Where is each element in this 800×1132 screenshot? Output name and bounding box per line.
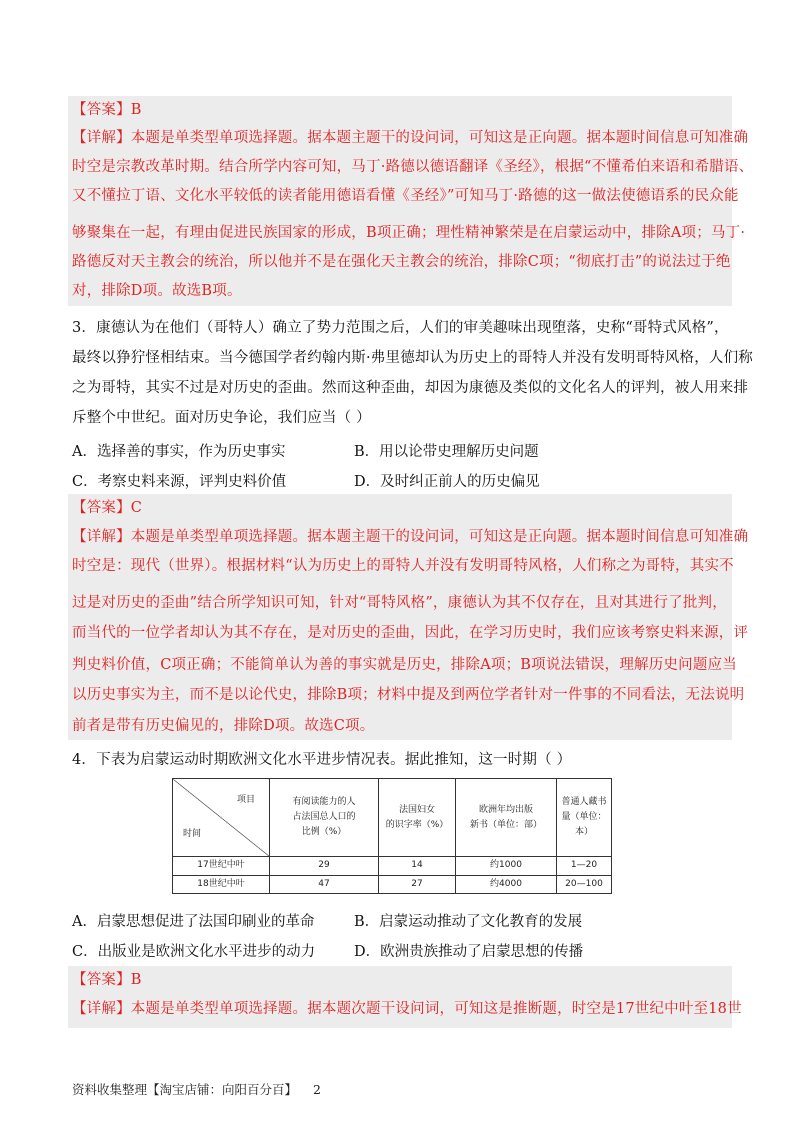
table-cell: 47	[270, 875, 379, 894]
detail-line: 路德反对天主教会的统治，所以他并不是在强化天主教会的统治，排除C项；“彻底打击”的说法过于绝	[72, 254, 731, 270]
table-corner-cell	[173, 779, 270, 857]
footer-source: 资料收集整理【淘宝店铺：向阳百分百】	[72, 1082, 298, 1097]
answer-q3: 【答案】C	[72, 500, 143, 516]
table-header-cell: 欧洲年均出版 新书（单位：部）	[456, 779, 557, 857]
table-cell: 29	[270, 857, 379, 876]
table-cell: 18世纪中叶	[173, 875, 270, 894]
option-b: B．启蒙运动推动了文化教育的发展	[354, 914, 583, 930]
detail-line: 时空是宗教改革时期。结合所学内容可知，马丁·路德以德语翻译《圣经》，根据“不懂希伯来语和希腊语、	[72, 159, 754, 175]
option-d: D．及时纠正前人的历史偏见	[354, 474, 540, 490]
table-row	[173, 875, 612, 894]
corner-label-item: 项目	[236, 795, 255, 805]
detail-line: 又不懂拉丁语、文化水平较低的读者能用德语看懂《圣经》”可知马丁·路德的这一做法使德语系的民众能	[72, 188, 739, 204]
detail-line: 判史料价值，C项正确；不能简单认为善的事实就是历史，排除A项；B项说法错误，理解历史问题应当	[72, 657, 737, 673]
question-3-stem: 之为哥特，其实不过是对历史的歪曲。然而这种歪曲，却因为康德及类似的文化名人的评判，被人用来排	[72, 380, 749, 396]
page-footer	[72, 1080, 321, 1098]
table-row	[173, 857, 612, 876]
detail-line: 对，排除D项。故选B项。	[72, 283, 242, 299]
detail-line: 【详解】本题是单类型单项选择题。据本题主题干的设问词，可知这是正向题。据本题时间信息可知准确	[72, 529, 749, 545]
table-cell: 27	[379, 875, 456, 894]
detail-line: 过是对历史的歪曲”结合所学知识可知，针对“哥特风格”，康德认为其不仅存在，且对其进行了批判，	[72, 595, 727, 611]
detail-line: 以历史事实为主，而不是以论代史，排除B项；材料中提及到两位学者针对一件事的不同看法，无法说明	[72, 687, 745, 703]
detail-line: 【详解】本题是单类型单项选择题。据本题次题干设问词，可知这是推断题，时空是17世纪中叶至18世	[72, 1001, 742, 1017]
detail-line: 时空是：现代（世界）。根据材料“认为历史上的哥特人并没有发明哥特风格，人们称之为哥特，其实不	[72, 558, 734, 574]
table-header-row	[173, 779, 612, 857]
question-3-stem: 3．康德认为在他们（哥特人）确立了势力范围之后，人们的审美趣味出现堕落，史称“哥特式风格”，	[72, 320, 729, 336]
question-4-stem: 4．下表为启蒙运动时期欧洲文化水平进步情况表。据此推知，这一时期（ ）	[72, 752, 572, 768]
detail-line: 【详解】本题是单类型单项选择题。据本题主题干的设问词，可知这是正向题。据本题时间信息可知准确	[72, 130, 749, 146]
option-c: C．考察史料来源，评判史料价值	[72, 474, 287, 490]
option-b: B．用以论带史理解历史问题	[354, 444, 539, 460]
option-d: D．欧洲贵族推动了启蒙思想的传播	[354, 944, 584, 960]
table-cell: 约1000	[456, 857, 557, 876]
table-cell: 约4000	[456, 875, 557, 894]
option-a: A．启蒙思想促进了法国印刷业的革命	[72, 914, 315, 930]
answer-q2: 【答案】B	[72, 102, 142, 118]
table-cell: 17世纪中叶	[173, 857, 270, 876]
detail-line: 前者是带有历史偏见的，排除D项。故选C项。	[72, 718, 375, 734]
option-c: C．出版业是欧洲文化水平进步的动力	[72, 944, 316, 960]
table-header-cell: 法国妇女 的识字率（%）	[379, 779, 456, 857]
table-cell: 14	[379, 857, 456, 876]
page-number: 2	[313, 1082, 321, 1097]
detail-line: 够聚集在一起，有理由促进民族国家的形成，B项正确；理性精神繁荣是在启蒙运动中，排除A项；马丁·	[72, 225, 746, 241]
detail-line: 而当代的一位学者却认为其不存在，是对历史的歪曲，因此，在学习历史时，我们应该考察史料来源，评	[72, 625, 749, 641]
question-3-stem: 最终以狰狞怪相结束。当今德国学者约翰内斯·弗里德却认为历史上的哥特人并没有发明哥特风格，人们称	[72, 350, 754, 366]
question-3-stem: 斥整个中世纪。面对历史争论，我们应当（ ）	[72, 410, 371, 426]
answer-q4: 【答案】B	[72, 972, 142, 988]
option-a: A．选择善的事实，作为历史事实	[72, 444, 286, 460]
table-header-cell: 有阅读能力的人 占法国总人口的 比例（%）	[270, 779, 379, 857]
culture-progress-table	[172, 778, 612, 894]
table-header-cell: 普通人藏书 量（单位：本）	[557, 779, 612, 857]
table-cell: 1—20	[557, 857, 612, 876]
corner-label-time: 时间	[183, 829, 202, 839]
table-cell: 20—100	[557, 875, 612, 894]
